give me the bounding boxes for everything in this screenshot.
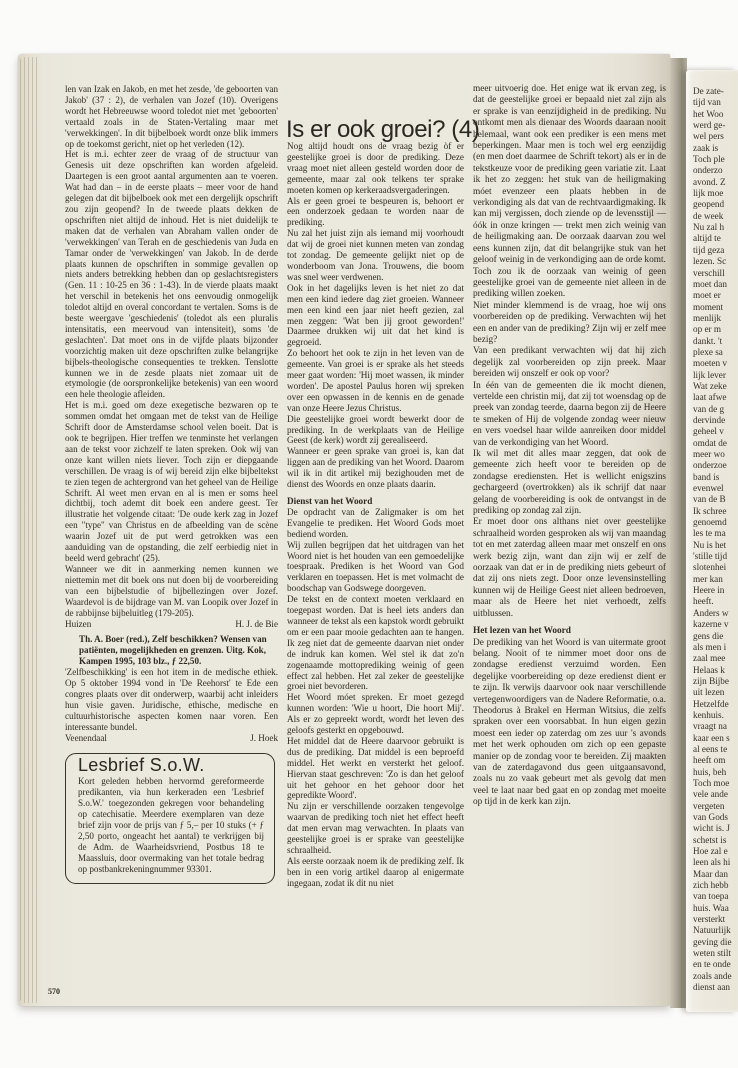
page-gutter <box>670 58 687 1008</box>
text-line: slotenhei <box>693 562 727 573</box>
paragraph: In één van de gemeenten die ik mocht dienen, vertelde een christin mij, dat zij tot woensdag op de preek van zondag teerde, daarna begon zij de Heere te smeken of Hij de volgende zondag weer nieuw en vers voedsel haar wilde aanreiken door middel van de verkondiging van het Woord. <box>473 380 666 448</box>
paragraph: Ook in het dagelijks leven is het niet zo dat men een kind iedere dag ziet groeien. Wanneer men een kind een jaar niet heeft gezien, zal men zeggen: 'Wat ben jij groot geworden!' Daarmee drukken wij uit dat het kind is gegroeid. <box>287 282 464 348</box>
text-line: Maar dan <box>693 868 728 879</box>
text-line: vergeten <box>693 800 725 811</box>
text-line: meer wo <box>693 449 725 459</box>
paragraph: Huizen H. J. de Bie <box>65 619 278 630</box>
text-line: op er m <box>693 324 722 335</box>
text-line: geving die <box>693 936 732 947</box>
page-edge-stack <box>20 57 40 1003</box>
text-line: schetst is <box>693 834 727 845</box>
text-line: onderzo <box>693 165 723 176</box>
paragraph: De tekst en de context moeten verklaard en toegepast worden. Dat is heel iets anders dan wanneer de tekst als een kapstok wordt gebruikt om er een paar mooie gedachten aan te hangen. Ik zeg niet dat de gemeente daarvan niet onder de indruk kan komen. Wel stel ik dat zo'n zogenaamde mottoprediking weinig of geen effect zal hebben. Het zal zeker de geestelijke groei niet bevorderen. <box>287 594 464 692</box>
text-line: van Gods <box>693 812 728 822</box>
text-line: evenwel <box>693 483 724 494</box>
text-line: tijd geza <box>693 244 725 255</box>
paragraph: Het is m.i. echter zeer de vraag of de structuur van Genesis uit deze opschriften kan worden afgeleid. Daartegen is een groot aantal argumenten aan te voeren. Wat had dan – in de eerste plaats – meer voor de hand gelegen dat dit bijbelboek ook met een dergelijk opschrift zou zijn geopend? In de tweede plaats dekken de opschriften niet altijd de inhoud. Het is niet duidelijk te maken dat de verhalen van Abraham vallen onder de 'verwekkingen' van Terah en de geschiedenis van Juda en Tamar onder de 'verwekkingen' van Jakob. In de derde plaats kunnen de opschriften in sommige gevallen op niets anders betrekking hebben dan op geslachtsregisters (Gen. 11 : 10-25 en 36 : 1-43). In de vierde plaats maakt het verschil in betekenis het ons eenvoudig onmogelijk toledot altijd en overal concordant te vertalen. Soms is de beste weergave 'geschiedenis' (toledot als een pluralis intensitatis, een meervoud van intensiteit), soms 'de geslachten'. Dat moet ons in de vijfde plaats bijzonder voorzichtig maken uit deze opschriften zulke belangrijke bijbels-theologische consequenties te trekken. Tenslotte kunnen we in de zesde plaats niet zomaar uit de etymologie (de oorspronkelijke betekenis) van een woord een hele theologie afleiden. <box>65 149 278 400</box>
text-line: Natuurlijk <box>693 925 731 936</box>
text-line: heeft. <box>693 596 714 607</box>
text-line: van de B <box>693 494 726 505</box>
paragraph: Nog altijd houdt ons de vraag bezig òf er geestelijke groei is door de prediking. Deze vraag moet niet alleen gesteld worden door de gemeente, maar zal ook telkens ter sprake moeten komen op kerkeraadsvergaderingen. <box>287 141 464 195</box>
text-line: les te ma <box>693 528 726 539</box>
text-line: Heere in <box>693 585 725 596</box>
text-line: Nu is het <box>693 539 727 550</box>
text-line: werd ge- <box>693 120 726 131</box>
paragraph: Nu zijn er verschillende oorzaken tengevolge waarvan de prediking toch niet het effect heeft dat men ervan mag verwachten. In plaats van geestelijke groei is er sprake van geestelijke schraalheid. <box>287 801 464 855</box>
text-line: kenhuis. <box>693 709 724 720</box>
text-line: vraagt na <box>693 721 727 732</box>
text-line: De zate- <box>693 86 724 96</box>
article-title: Is er ook groei? (4) <box>286 116 480 144</box>
text-line: al eens te <box>693 743 728 754</box>
paragraph: Het is m.i. goed om deze exegetische bezwaren op te sommen omdat het omgaan met de tekst van de Heilige Schrift door de Amsterdamse school velen boeit. Dat is ook te begrijpen. Hier treffen we tenminste het verlangen aan de tekst voor zichzelf te laten spreken. Ook wij van onze kant willen niets liever. Toch zijn er diepgaande verschillen. De vraag is of wij bereid zijn elke bijbeltekst te zien tegen de achtergrond van het geheel van de Heilige Schrift. Al weet men ervan en al is men er soms heel dichtbij, toch ademt dit boek een andere geest. Ter illustratie het volgende citaat: 'De oude kerk zag in Jozef een "type" van Christus en de afbeelding van de scène waarin Jozef uit de put werd getrokken was een aanduiding van de opstanding, die zelf eerbiedig niet in beeld werd gebracht' (25). <box>65 400 278 563</box>
adjacent-page-text <box>693 86 738 994</box>
text-line: zijn Bijbe <box>693 675 729 686</box>
paragraph: Toch zou ik de oorzaak van weinig of geen geestelijke groei van de gemeente niet alleen in de prediking willen zoeken. <box>473 266 666 300</box>
text-line: altijd te <box>693 233 721 244</box>
text-line: wicht is. J <box>693 823 731 834</box>
magazine-page <box>18 54 670 1006</box>
text-line: dienst aan <box>693 982 730 993</box>
text-line: lezen. Sc <box>693 256 727 267</box>
page-number: 570 <box>48 987 60 996</box>
paragraph: Th. A. Boer (red.), Zelf beschikken? Wensen van patiënten, mogelijkheden en grenzen. Uitg. Kok, Kampen 1995, 103 blz., ƒ 22,50. <box>79 634 267 667</box>
paragraph: Het Woord móet spreken. Er moet gezegd kunnen worden: 'Wie u hoort, Die hoort Mij'. Als er zo gepreekt wordt, wordt het leven des geloofs gesterkt en opgebouwd. <box>287 692 464 736</box>
paragraph: Veenendaal J. Hoek <box>65 733 278 744</box>
text-line: lijk moe <box>693 188 724 199</box>
lesbrief-box <box>65 753 275 884</box>
text-line: band is <box>693 471 720 482</box>
paragraph: Er moet door ons althans niet over geestelijke schraalheid worden gesproken als wij van maandag tot en met zaterdag alleen maar met onszelf en ons werk bezig zijn, want dan zijn wij er zelf de oorzaak van dat er in de prediking niets gebeurt of dat zij ons niets zegt. Door onze levensinstelling kunnen wij de Heilige Geest niet alleen bedroeven, maar als de Heere het niet verhoedt, zelfs uitblussen. <box>473 517 666 619</box>
right-column <box>473 84 666 979</box>
text-line: dervinde <box>693 414 726 425</box>
text-line: versterkt <box>693 914 726 925</box>
lesbrief-title: Lesbrief S.o.W. <box>78 755 205 776</box>
text-line: leen als hi <box>693 857 731 868</box>
paragraph: Wij zullen begrijpen dat het uitdragen van het Woord niet is het houden van een gemoedelijke toespraak. Prediken is het Woord van God verklaren en toepassen. Het is met volmacht de boodschap van Godswege doorgeven. <box>287 539 464 594</box>
left-column-text <box>65 84 278 744</box>
text-line: kazerne v <box>693 619 729 630</box>
text-line: laat afwe <box>693 392 727 403</box>
text-line: Toch moe <box>693 777 730 788</box>
text-line: moet dan <box>693 278 727 289</box>
text-line: zoals ande <box>693 970 732 981</box>
paragraph: Ik wil met dit alles maar zeggen, dat ook de gemeente zich heeft voor te bereiden op de zondagse erediensten. Het is wellicht enigszins gechargeerd (overtrokken) als ik schrijf dat naar gelang de voorbereiding is ook de ontvangst in de prediking op zondag zal zijn. <box>473 449 666 517</box>
text-line: en te onde <box>693 959 731 970</box>
text-line: het Woo <box>693 108 724 119</box>
text-line: geopend <box>693 199 725 210</box>
text-line: plexe sa <box>693 346 723 357</box>
paragraph: De opdracht van de Zaligmaker is om het Evangelie te prediken. Het Woord Gods moet bediend worden. <box>287 506 464 539</box>
paragraph: Het lezen van het Woord <box>473 626 571 637</box>
text-line: geheel v <box>693 426 724 437</box>
text-line: tijd van <box>693 97 721 108</box>
text-line: gens die <box>693 630 724 641</box>
paragraph: Wanneer we dit in aanmerking nemen kunnen we niettemin met dit boek ons nut doen bij de voorbereiding van een bijbelstudie of bijbellezingen over Jozef. Waardevol is de bijdrage van M. van Loopik over Jozef in de rabbijnse bijbeluitleg (179-205). <box>65 563 278 618</box>
text-line: genoemd <box>693 517 727 528</box>
adjacent-page-strip <box>686 70 738 1012</box>
text-line: uit lezen <box>693 687 725 698</box>
text-line: kaar een s <box>693 732 730 743</box>
text-line: Nu zal h <box>693 222 725 233</box>
text-line: verschill <box>693 267 725 278</box>
text-line: Hoe zal e <box>693 846 728 857</box>
text-line: huis, beh <box>693 766 727 777</box>
text-line: moment <box>693 301 724 312</box>
text-line: omdat de <box>693 437 727 448</box>
paragraph: 'Zelfbeschikking' is een hot item in de medische ethiek. Op 5 oktober 1994 vond in 'De Reehorst' te Ede een congres plaats over dit onderwerp, waarbij acht inleiders hun visie gaven. Juridische, ethische, medische en cultuurhistorische aspecten komen naar voren. Een interessante bundel. <box>65 667 278 732</box>
text-line: menlijk <box>693 312 722 323</box>
lesbrief-body: Kort geleden hebben hervormd gereformeerde predikanten, via hun kerkeraden een 'Lesbrief S.o.W.' toegezonden gekregen voor behandeling op catechisatie. Meerdere exemplaren van deze brief zijn voor de prijs van ƒ 5,– per 10 stuks (+ ƒ 2,50 porto, ongeacht het aantal) te verkrijgen bij de Adm. de Waarheidsvriend, Postbus 18 te Maassluis, door overmaking van het totale bedrag op postbankrekeningnummer 93301. <box>78 776 264 874</box>
text-line: dankt. 't <box>693 335 723 346</box>
text-line: mer kan <box>693 573 723 584</box>
paragraph: Die geestelijke groei wordt bewerkt door de prediking. In de werkplaats van de Heilige Geest (de kerk) wordt zij gerealiseerd. <box>287 413 464 446</box>
text-line: onderzoe <box>693 460 727 471</box>
text-line: van toepa <box>693 891 729 902</box>
text-line: van de g <box>693 403 725 414</box>
text-line: huis. Waa <box>693 902 729 913</box>
paragraph: Als er geen groei te bespeuren is, behoort er een onderzoek gedaan te worden naar de prediking. <box>287 195 464 228</box>
text-line: zaak is <box>693 142 719 153</box>
middle-column <box>287 141 464 971</box>
paragraph: len van Izak en Jakob, en met het zesde, 'de geboorten van Jakob' (37 : 2), de verhalen van Jozef (10). Overigens wordt het Hebreeuwse woord toledot niet met 'geboorten' vertaald zoals in de Staten-Vertaling maar met 'verwekkingen'. In dit bijbelboek wordt onze blik immers op de toekomst gericht, niet op het verleden (12). <box>65 84 278 149</box>
paragraph: Zo behoort het ook te zijn in het leven van de gemeente. Van groei is er sprake als het steeds meer gaat worden: 'Hij moet wassen, ik minder worden'. De apostel Paulus horen wij spreken over een opwassen in de kennis en de genade van onze Heere Jezus Christus. <box>287 348 464 413</box>
paragraph: Nu zal het juist zijn als iemand mij voorhoudt dat wij de groei niet kunnen meten van zondag tot zondag. De gemeente gelijkt niet op de wonderboom van Jona. Trouwens, die boom was snel weer verdwenen. <box>287 228 464 282</box>
text-line: als men i <box>693 641 727 652</box>
text-line: de week <box>693 210 724 221</box>
text-line: Toch ple <box>693 154 725 165</box>
text-line: heeft om <box>693 755 726 766</box>
paragraph: Dienst van het Woord <box>287 496 373 506</box>
text-line: Helaas k <box>693 664 725 675</box>
text-line: Wat zeke <box>693 380 727 391</box>
paragraph: meer uitvoerig doe. Het enige wat ik ervan zeg, is dat de geestelijke groei er bepaald niet zal zijn als er sprake is van eenzijdigheid in de prediking. Nu ontkomt men als dienaar des Woords daaraan nooit helemaal, want ook een prediker is een mens met beperkingen. Maar men is toch wel erg eenzijdig (en men doet daarmee de Schrift tekort) als er in de tekstkeuze voor de prediking geen variatie zit. Laat ik het zo zeggen: het stuk van de heiligmaking móet evenzeer een plaats hebben in de verkondiging als dat van de rechtvaardigmaking. Ik kan mij vergissen, doch ziende op de levensstijl — óók in onze kringen — trekt men zich weinig van de heiligmaking aan. De oorzaak daarvan zou wel eens kunnen zijn, dat dit belangrijke stuk van het geloof weinig in de verkondiging aan de orde komt. <box>473 84 666 266</box>
paragraph: Het middel dat de Heere daarvoor gebruikt is dus de prediking. Dat middel is een beproefd middel. Het werkt en versterkt het geloof. Hiervan staat geschreven: 'Zo is dan het geloof uit het gehoor en het gehoor door het gepredikte Woord'. <box>287 735 464 801</box>
text-line: moeten v <box>693 358 727 369</box>
text-line: moet er <box>693 290 721 301</box>
paragraph: Niet minder klemmend is de vraag, hoe wij ons voorbereiden op de prediking. Verwachten wij het een en ander van de prediking? Zijn wij er zelf mee bezig? <box>473 300 666 345</box>
paragraph: Als eerste oorzaak noem ik de prediking zelf. Ik ben in een vorig artikel daarop al enigermate ingegaan, zodat ik dit nu niet <box>287 855 464 888</box>
text-line: avond. Z <box>693 176 726 187</box>
text-line: Anders w <box>693 607 729 618</box>
text-line: Hetzelfde <box>693 698 729 709</box>
paragraph: Van een predikant verwachten wij dat hij zich degelijk zal voorbereiden op zijn preek. Maar bereiden wij onszelf er ook op voor? <box>473 346 666 380</box>
text-line: weten stilt <box>693 948 732 959</box>
text-line: zich hebb <box>693 880 729 891</box>
text-line: vele ande <box>693 789 728 800</box>
text-line: wel pers <box>693 131 724 142</box>
text-line: lijk lever <box>693 369 726 380</box>
text-line: 'stille tijd <box>693 551 728 562</box>
paragraph: De prediking van het Woord is van uitermate groot belang. Nooit of te nimmer moet door ons de zondagse eredienst verzuimd worden. Een degelijke voorbereiding op deze eredienst dient er te zijn. Ik verwijs daarvoor ook naar verschillende vertegenwoordigers van de Nadere Reformatie, o.a. Theodorus à Brakel en Herman Witsius, die zelfs spraken over een voorsabbat. In hun eigen gezin moest een ieder op zaterdag om zes uur 's avonds met het werk ophouden om zich op een gepaste manier op de zondag voor te bereiden. Zij maakten van de zaterdagavond dus geen uitgaansavond, zoals nu zo vaak gebeurt met als gevolg dat men veel te laat naar bed gaat en op zondag met moeite op tijd in de kerk kan zijn. <box>473 637 666 808</box>
paragraph: Wanneer er geen sprake van groei is, kan dat liggen aan de prediking van het Woord. Daarom wil ik in dit artikel mij bezighouden met de dienst des Woords en onze plaats daarin. <box>287 446 464 490</box>
text-line: Ik schree <box>693 505 727 516</box>
text-line: zaal mee <box>693 653 726 664</box>
left-column <box>65 84 278 1002</box>
